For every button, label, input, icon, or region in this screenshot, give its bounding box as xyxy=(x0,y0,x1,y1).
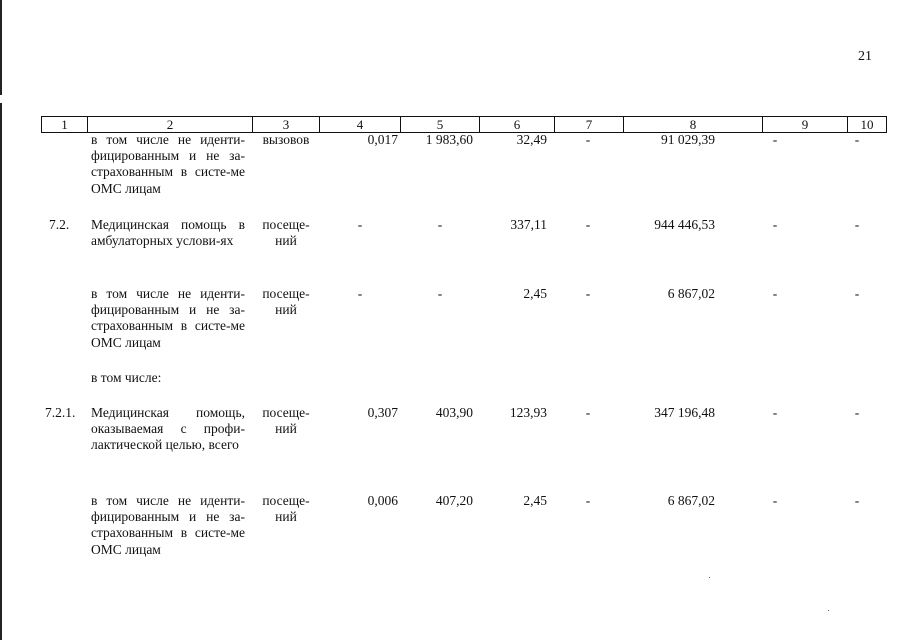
row-name: в том числе: xyxy=(91,370,162,385)
row-name: Медицинская помощь, оказываемая с профи-лактической целью, всего xyxy=(91,405,245,453)
row-unit: посеще-ний xyxy=(262,286,310,318)
row-value-col4: 0,017 xyxy=(367,132,398,147)
row-value-col6: 123,93 xyxy=(509,405,547,420)
row-value-col5: - xyxy=(437,217,443,232)
column-header: 10 xyxy=(860,117,874,132)
row-name: в том числе не иденти-фицированным и не за-страхованным в систе-ме ОМС лицам xyxy=(91,132,245,196)
row-value-col6: 337,11 xyxy=(510,217,547,232)
row-value-col8: 6 867,02 xyxy=(667,493,715,508)
row-value-col6: 2,45 xyxy=(523,493,547,508)
column-header: 1 xyxy=(42,117,88,132)
row-value-col10: - xyxy=(854,405,860,420)
row-value-col7: - xyxy=(585,286,591,301)
column-header: 6 xyxy=(480,117,555,132)
row-value-col4: - xyxy=(357,217,363,232)
row-value-col6: 2,45 xyxy=(523,286,547,301)
row-name: в том числе не иденти-фицированным и не за-страхованным в систе-ме ОМС лицам xyxy=(91,493,245,557)
row-value-col6: 32,49 xyxy=(516,132,547,147)
row-value-col10: - xyxy=(854,217,860,232)
scan-edge-mark xyxy=(0,103,2,640)
row-value-col9: - xyxy=(772,493,778,508)
row-value-col5: 1 983,60 xyxy=(425,132,473,147)
column-header: 2 xyxy=(88,117,253,132)
page-number: 21 xyxy=(858,49,872,64)
row-value-col7: - xyxy=(585,217,591,232)
row-name: Медицинская помощь в амбулаторных услови-ях xyxy=(91,217,245,249)
row-name: в том числе не иденти-фицированным и не за-страхованным в систе-ме ОМС лицам xyxy=(91,286,245,350)
row-value-col9: - xyxy=(772,132,778,147)
column-header: 7 xyxy=(555,117,624,132)
row-value-col10: - xyxy=(854,493,860,508)
column-header: 8 xyxy=(624,117,763,132)
row-value-col10: - xyxy=(854,132,860,147)
row-value-col7: - xyxy=(585,405,591,420)
row-value-col4: - xyxy=(357,286,363,301)
row-value-col4: 0,307 xyxy=(367,405,398,420)
scan-speck xyxy=(709,577,710,578)
row-value-col5: 407,20 xyxy=(435,493,473,508)
row-value-col4: 0,006 xyxy=(367,493,398,508)
row-number: 7.2. xyxy=(49,217,70,232)
row-value-col9: - xyxy=(772,217,778,232)
row-unit: посеще-ний xyxy=(262,493,310,525)
row-value-col5: - xyxy=(437,286,443,301)
column-header: 3 xyxy=(253,117,320,132)
scan-edge-mark xyxy=(0,0,2,95)
row-value-col9: - xyxy=(772,405,778,420)
row-value-col7: - xyxy=(585,132,591,147)
row-value-col8: 347 196,48 xyxy=(654,405,715,420)
scan-speck xyxy=(828,610,829,611)
column-header: 9 xyxy=(763,117,848,132)
row-value-col9: - xyxy=(772,286,778,301)
row-unit: вызовов xyxy=(262,132,310,147)
column-header: 4 xyxy=(320,117,401,132)
row-value-col10: - xyxy=(854,286,860,301)
table-header-row xyxy=(41,116,887,133)
row-value-col7: - xyxy=(585,493,591,508)
row-value-col8: 91 029,39 xyxy=(661,132,715,147)
row-value-col8: 944 446,53 xyxy=(654,217,715,232)
row-unit: посеще-ний xyxy=(262,217,310,249)
row-value-col8: 6 867,02 xyxy=(667,286,715,301)
column-header: 5 xyxy=(401,117,480,132)
row-value-col5: 403,90 xyxy=(435,405,473,420)
row-unit: посеще-ний xyxy=(262,405,310,437)
row-number: 7.2.1. xyxy=(45,405,76,420)
